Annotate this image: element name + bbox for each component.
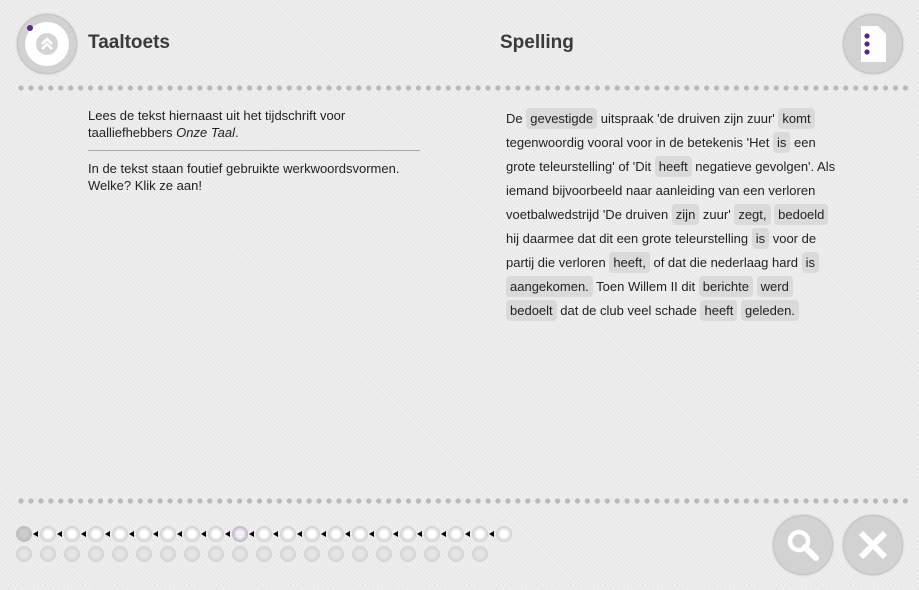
separator: [88, 150, 420, 151]
answer-dot: [472, 546, 488, 562]
answer-dot: [40, 546, 56, 562]
arrow-left-icon: [441, 531, 446, 537]
arrow-left-icon: [57, 531, 62, 537]
clickable-word[interactable]: geleden.: [741, 300, 799, 321]
arrow-left-icon: [201, 531, 206, 537]
question-dot[interactable]: [472, 526, 488, 542]
answer-dot: [280, 546, 296, 562]
arrow-left-icon: [177, 531, 182, 537]
clickable-word[interactable]: werd: [757, 276, 793, 297]
answer-dot: [304, 546, 320, 562]
question-dot-current[interactable]: [232, 526, 248, 542]
passage-fragment: Toen Willem II dit: [592, 279, 699, 294]
clickable-word[interactable]: komt: [778, 108, 814, 129]
chevron-up-circle-icon: [25, 22, 69, 66]
clickable-word[interactable]: is: [752, 228, 769, 249]
answer-dot: [208, 546, 224, 562]
instruction-source: Lees de tekst hiernaast uit het tijdschrift voor taalliefhebbers Onze Taal.: [88, 108, 346, 140]
answer-dot: [136, 546, 152, 562]
question-dot[interactable]: [376, 526, 392, 542]
question-dot[interactable]: [496, 526, 512, 542]
arrow-left-icon: [81, 531, 86, 537]
arrow-left-icon: [105, 531, 110, 537]
passage-fragment: een grote teleurstelling' of 'Dit: [506, 135, 816, 174]
answer-dot: [376, 546, 392, 562]
search-button[interactable]: [773, 515, 833, 575]
answer-dot: [400, 546, 416, 562]
arrow-left-icon: [417, 531, 422, 537]
clickable-word[interactable]: aangekomen.: [506, 276, 593, 297]
clickable-word[interactable]: is: [802, 252, 819, 273]
bottom-divider: [16, 498, 908, 504]
question-dot[interactable]: [160, 526, 176, 542]
clickable-word[interactable]: is: [773, 132, 790, 153]
answer-dot: [64, 546, 80, 562]
arrow-left-icon: [345, 531, 350, 537]
answer-dot: [112, 546, 128, 562]
x-icon: [856, 528, 890, 562]
question-dot[interactable]: [280, 526, 296, 542]
arrow-left-icon: [273, 531, 278, 537]
passage-fragment: voor de partij die verloren: [506, 231, 817, 270]
magnifier-icon: [784, 526, 822, 564]
answer-dot: [184, 546, 200, 562]
answer-dot: [424, 546, 440, 562]
clickable-word[interactable]: bedoelt: [506, 300, 557, 321]
clickable-word[interactable]: heeft,: [609, 252, 650, 273]
arrow-left-icon: [297, 531, 302, 537]
passage-fragment: of dat die nederlaag hard: [649, 255, 802, 270]
passage-fragment: hij daarmee dat dit een grote teleurstelling: [506, 231, 752, 246]
question-dot[interactable]: [136, 526, 152, 542]
passage-text: [506, 107, 840, 323]
arrow-left-icon: [321, 531, 326, 537]
question-dot[interactable]: [64, 526, 80, 542]
arrow-left-icon: [153, 531, 158, 537]
answer-dot: [16, 546, 32, 562]
clickable-word[interactable]: bedoeld: [774, 204, 828, 225]
question-dot[interactable]: [328, 526, 344, 542]
answer-dot: [256, 546, 272, 562]
question-dot[interactable]: [88, 526, 104, 542]
question-dot[interactable]: [184, 526, 200, 542]
arrow-left-icon: [393, 531, 398, 537]
answer-dot: [232, 546, 248, 562]
question-dot[interactable]: [424, 526, 440, 542]
app-title: Taaltoets: [88, 32, 171, 53]
answer-dot: [88, 546, 104, 562]
clickable-word[interactable]: heeft: [655, 156, 692, 177]
question-dot[interactable]: [256, 526, 272, 542]
section-title: Spelling: [500, 32, 574, 53]
passage-fragment: tegenwoordig vooral voor in de betekenis 'Het: [506, 135, 773, 150]
arrow-left-icon: [33, 531, 38, 537]
instructions: [88, 107, 420, 194]
answer-dot: [328, 546, 344, 562]
passage-fragment: dat de club veel schade: [556, 303, 701, 318]
question-dot[interactable]: [40, 526, 56, 542]
arrow-left-icon: [249, 531, 254, 537]
document-dots-icon: [858, 24, 888, 64]
menu-button[interactable]: [843, 14, 903, 74]
instruction-task: In de tekst staan foutief gebruikte werkwoordsvormen. Welke? Klik ze aan!: [88, 161, 400, 193]
clickable-word[interactable]: berichte: [699, 276, 753, 297]
question-dot[interactable]: [112, 526, 128, 542]
clickable-word[interactable]: zijn: [672, 204, 700, 225]
clickable-word[interactable]: heeft: [700, 300, 737, 321]
passage-fragment: De: [506, 111, 527, 126]
answer-dot: [160, 546, 176, 562]
question-dot[interactable]: [352, 526, 368, 542]
close-button[interactable]: [843, 515, 903, 575]
magazine-name: Onze Taal: [176, 125, 235, 140]
top-divider: [16, 85, 908, 91]
arrow-left-icon: [225, 531, 230, 537]
question-dot[interactable]: [304, 526, 320, 542]
arrow-left-icon: [369, 531, 374, 537]
question-dot[interactable]: [400, 526, 416, 542]
passage-fragment: zuur': [699, 207, 735, 222]
question-dot[interactable]: [208, 526, 224, 542]
arrow-left-icon: [489, 531, 494, 537]
question-dot[interactable]: [448, 526, 464, 542]
passage-fragment: uitspraak 'de druiven zijn zuur': [597, 111, 779, 126]
question-dot[interactable]: [16, 526, 32, 542]
passage-fragment: negatieve gevolgen'. Als iemand bijvoorbeeld naar aanleiding van een verloren voetbalwedstrijd 'De druiven: [506, 159, 836, 222]
answer-dot: [448, 546, 464, 562]
home-button[interactable]: [17, 14, 77, 74]
arrow-left-icon: [129, 531, 134, 537]
answer-dot: [352, 546, 368, 562]
arrow-left-icon: [465, 531, 470, 537]
clickable-word[interactable]: zegt,: [734, 204, 770, 225]
clickable-word[interactable]: gevestigde: [526, 108, 597, 129]
